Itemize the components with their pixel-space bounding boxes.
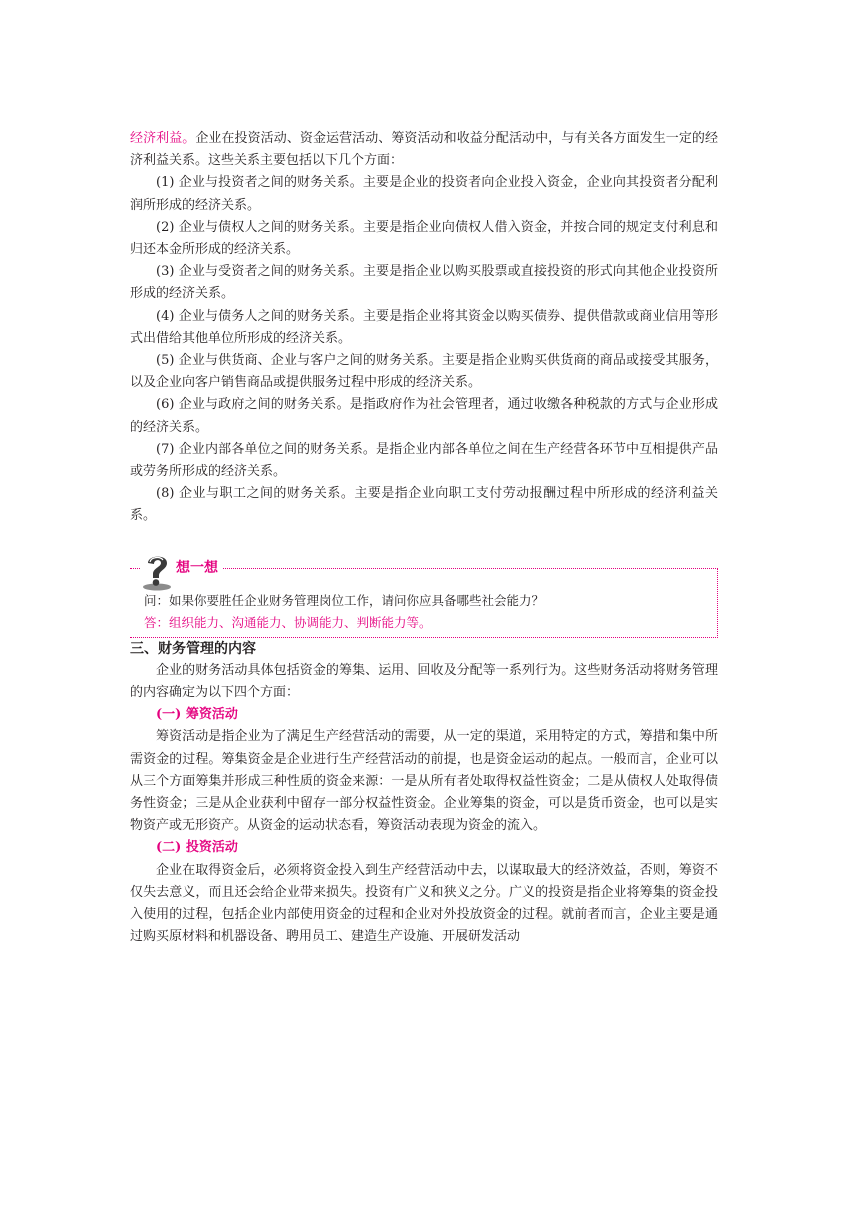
financing-paragraph: 筹资活动是指企业为了满足生产经营活动的需要，从一定的渠道，采用特定的方式，筹措和集中所需资金的过程。筹集资金是企业进行生产经营活动的前提，也是资金运动的起点。一般而言，企业可以从三个方面筹集并形成三种性质的资金来源：一是从所有者处取得权益性资金；二是从债权人处取得债务性资金；三是从企业获利中留存一部分权益性资金。企业筹集的资金，可以是货币资金，也可以是实物资产或无形资产。从资金的运动状态看，筹资活动表现为资金的流入。 xyxy=(130,729,718,834)
think-question: 问：如果你要胜任企业财务管理岗位工作，请问你应具备哪些社会能力？ xyxy=(144,592,545,608)
relation-item-2: (2) 企业与债权人之间的财务关系。主要是指企业向债权人借入资金，并按合同的规定支付利息和归还本金所形成的经济关系。 xyxy=(130,219,718,258)
relation-item-1: (1) 企业与投资者之间的财务关系。主要是企业的投资者向企业投入资金，企业向其投资者分配利润所形成的经济关系。 xyxy=(130,175,718,213)
think-box-bottom-border xyxy=(130,637,718,638)
subsection-heading-financing: (一) 筹资活动 xyxy=(156,707,238,723)
think-answer: 答：组织能力、沟通能力、协调能力、判断能力等。 xyxy=(144,614,432,630)
think-box-title: 想一想 xyxy=(176,559,218,576)
section-intro: 企业的财务活动具体包括资金的筹集、运用、回收及分配等一系列行为。这些财务活动将财务管理的内容确定为以下四个方面： xyxy=(130,662,718,701)
relation-item-8: (8) 企业与职工之间的财务关系。主要是指企业向职工支付劳动报酬过程中所形成的经济利益关系。 xyxy=(130,486,718,524)
intro-text: 企业在投资活动、资金运营活动、筹资活动和收益分配活动中，与有关各方面发生一定的经济利益关系。这些关系主要包括以下几个方面： xyxy=(130,131,718,169)
question-mark-icon xyxy=(140,551,174,591)
page-content xyxy=(130,128,718,949)
relation-item-5: (5) 企业与供货商、企业与客户之间的财务关系。主要是指企业购买供货商的商品或接受其服务，以及企业向客户销售商品或提供服务过程中形成的经济关系。 xyxy=(130,353,718,391)
relation-item-6: (6) 企业与政府之间的财务关系。是指政府作为社会管理者，通过收缴各种税款的方式与企业形成的经济关系。 xyxy=(130,397,718,435)
highlight-term: 经济利益。 xyxy=(130,131,196,146)
section-heading: 三、财务管理的内容 xyxy=(130,640,256,657)
relation-item-3: (3) 企业与受资者之间的财务关系。主要是指企业以购买股票或直接投资的形式向其他企业投资所形成的经济关系。 xyxy=(130,264,718,302)
think-box-body xyxy=(144,590,710,634)
investment-paragraph: 企业在取得资金后，必须将资金投入到生产经营活动中去，以谋取最大的经济效益，否则，筹资不仅失去意义，而且还会给企业带来损失。投资有广义和狭义之分。广义的投资是指企业将筹集的资金投入使用的过程，包括企业内部使用资金的过程和企业对外投放资金的过程。就前者而言，企业主要是通过购买原材料和机器设备、聘用员工、建造生产设施、开展研发活动 xyxy=(130,862,718,945)
think-box xyxy=(130,554,718,638)
think-box-header xyxy=(140,554,222,582)
relation-item-7: (7) 企业内部各单位之间的财务关系。是指企业内部各单位之间在生产经营各环节中互相提供产品或劳务所形成的经济关系。 xyxy=(130,441,718,480)
relation-item-4: (4) 企业与债务人之间的财务关系。主要是指企业将其资金以购买债券、提供借款或商业信用等形式出借给其他单位所形成的经济关系。 xyxy=(130,308,718,346)
intro-paragraph xyxy=(130,128,718,172)
subsection-heading-investment: (二) 投资活动 xyxy=(156,840,238,856)
